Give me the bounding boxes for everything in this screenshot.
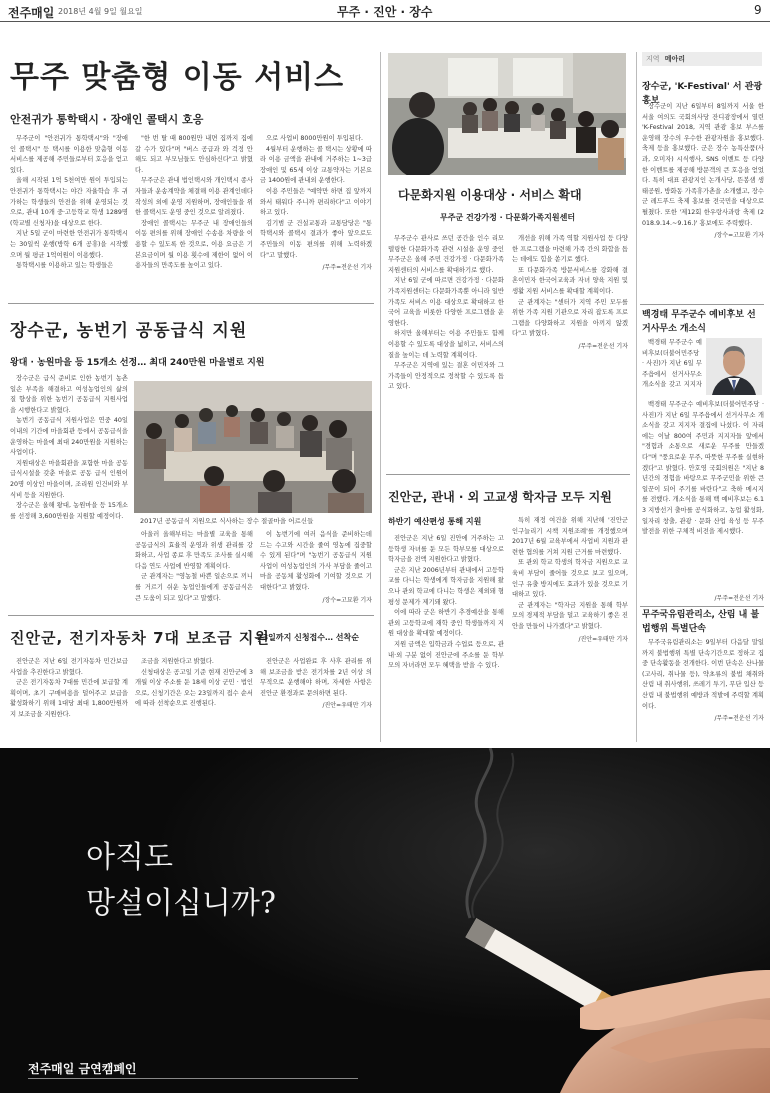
article4-subhead: 하반기 예산편성 통해 지원 — [388, 517, 482, 526]
paragraph: 장수군은 올해 왕대, 농원마을 등 15개소를 선정해 3,600만원을 지원할 예정이다. — [10, 502, 128, 520]
ad-headline — [86, 835, 276, 927]
article3-credit: /장수=고묘환 기자 — [322, 596, 372, 604]
article5-headline: 진안군, 전기자동차 7대 보조금 지원 — [10, 629, 270, 647]
paragraph: 조금을 지원한다고 밝혔다. — [141, 658, 214, 665]
sidebar-tag-title: 메아리 — [664, 55, 686, 63]
article1-col2 — [135, 134, 253, 272]
sidebar-item2-title: 백경태 무주군수 예비후보 선거사무소 개소식 — [642, 310, 756, 334]
paragraph: 또 다문화가족 방문서비스를 강화해 결혼이민자 한국어교육과 자녀 양육 지원 및 생활 지원 서비스를 확대할 계획이다. — [512, 266, 628, 295]
article2-photo — [388, 53, 626, 175]
sidebar-item3-credit: /무주=전운선 기자 — [714, 715, 764, 723]
article5-col1 — [10, 657, 128, 721]
article3-headline: 장수군, 농번기 공동급식 지원 — [10, 321, 248, 341]
article3-subhead: 왕대 · 농원마을 등 15개소 선정… 최대 240만원 마을별로 지원 — [10, 358, 265, 368]
sidebar-item1-body — [642, 102, 764, 242]
paragraph: 무주군은 지역에 있는 결혼 이민자와 그 가족들이 안정적으로 정착할 수 있도록 돕고 있다. — [388, 362, 504, 391]
paragraph: 신청대상은 공고일 기준 현재 진안군에 3개월 이상 주소를 둔 18세 이상 군민 · 법인으로, 신청기간은 오는 23일까지 접수 순서에 따라 선착순으로 진행된다. — [135, 668, 253, 708]
paragraph: 이용 주민들은 "예약만 하면 집 앞까지 와서 태워다 주니까 편리하다"고 이야기하고 있다. — [260, 187, 372, 217]
paper-name: 전주매일 — [8, 6, 55, 20]
article5-col3 — [260, 657, 372, 712]
candidate-portrait — [706, 338, 762, 395]
ad-headline-line2: 망설이십니까? — [86, 886, 276, 921]
article3-photo-caption: 2017년 공동급식 지원으로 식사하는 장수 절골마을 어르신들 — [140, 517, 314, 525]
paragraph: 으로 사업비 8000만원이 투입된다. — [266, 135, 364, 142]
sidebar-item2-credit: /무주=전운선 기자 — [714, 595, 764, 602]
sidebar-tag-label: 지역 — [646, 55, 660, 63]
sidebar-item2-credit-wrap — [642, 592, 764, 605]
paragraph: 이 농번기에 여러 음식을 준비하는데 드는 수고와 시간을 줄여 영농에 집중할 수 있게 된다"며 "농번기 공동급식 지원사업이 여성농업인의 가사 부담을 줄이고 마을 공동체 활성화에 기여할 것으로 기대한다"고 밝혔다. — [260, 531, 372, 591]
paragraph: 지원대상은 마을회관을 포함한 마을 공동 급식시설을 갖춘 마을로 공동 급식 인원이 20명 이상인 마을이며, 조리원 인건비와 부식비 등을 지원한다. — [10, 459, 128, 499]
paragraph: 장수군은 급식 준비로 인한 농번기 농촌 일손 부족을 해결하고 여성농업인의 삶의 질 향상을 위한 농번기 공동급식 지원사업을 시행한다고 밝혔다. — [10, 375, 128, 414]
paragraph: 장수군이 지난 6일부터 8일까지 서울 한 서울 여의도 국회의사당 잔디광장에서 열린 'K-Festival 2018, 지역 관광 홍보 부스를 운영해 장수의 우수한 관광자원을 홍보했다. 축제 등을 홍보했다. 군은 장수 농특산품(사과, 오미자) 시식행사, SNS 이벤트 등 다양한 이벤트를 제공해 방문객의 큰 호응을 얻었다. 특히 대표 관광지인 논개사당, 뜬봉샘 생태공원, 방화동 가족휴가촌을 소개했고, 장수군 레드푸드 축제 홍보를 전국민을 대상으로 펼쳤다. 또한 '제12회 한우랑사과랑 축제 (2018.9.14.~9.16.)' 홍보에도 주력했다. — [642, 103, 764, 227]
paragraph: 하지만 올해부터는 이용 주민들도 함께 이용할 수 있도록 대상을 넓히고, 서비스의 질을 높이는 데 노력할 계획이다. — [388, 330, 504, 359]
paragraph: 군 관계자는 "학자금 지원을 통해 학부모의 경제적 부담을 덜고 교육하기 좋은 진안을 만들어 나가겠다"고 밝혔다. — [512, 601, 628, 630]
paragraph: 통학택시를 이용하고 있는 학생들은 — [16, 262, 114, 270]
article5-credit: /진안=우태만 기자 — [322, 702, 372, 710]
article4-headline: 진안군, 관내 · 외 고교생 학자금 모두 지원 — [388, 490, 612, 504]
article2-col2 — [512, 234, 628, 353]
paragraph: 농번기 공동급식 지원사업은 연중 40일 이내의 기간에 마을회관 등에서 공동급식을 운영하는 마을에 최대 240만원을 지원하는 사업이다. — [10, 417, 128, 457]
paragraph: 진안군은 지난 6일 진안에 거주하는 고등학생 자녀를 둔 모든 학부모를 대상으로 학자금을 전액 지원한다고 밝혔다. — [388, 535, 504, 564]
sidebar-item1-title: 장수군, 'K-Festival' 서 관광홍보 — [642, 82, 763, 106]
article1-credit: /무주=전운선 기자 — [322, 264, 372, 272]
article2-credit: /무주=전운선 기자 — [578, 342, 628, 350]
divider — [640, 606, 764, 607]
paragraph: 이에 따라 군은 하반기 추경예산을 통해 관외 고등학교에 재학 중인 학생들까지 지원 대상을 확대할 예정이다. — [388, 609, 504, 638]
article2-subhead: 무주군 건강가정 · 다문화가족지원센터 — [440, 213, 576, 222]
sidebar-item1-credit: /장수=고묘환 기자 — [714, 232, 764, 240]
divider — [8, 303, 374, 304]
paragraph: 또 관외 학교 학생의 학자금 지원으로 교육비 부담이 줄어들 것으로 보고 있으며, 인구 유출 방지에도 효과가 있을 것으로 기대하고 있다. — [512, 559, 628, 599]
paragraph: 지난 5일 군이 마련한 안전귀가 통학택시는 30일씩 운행(방학 6개 공휴)을 시작했으며 월 평균 1억여원이 이용했다. — [10, 230, 128, 259]
paragraph: 지원 금액은 입학금과 수업료 등으로, 관내·외 구분 없이 진안군에 주소를 둔 학부모의 자녀라면 모두 혜택을 받을 수 있다. — [388, 640, 504, 670]
paragraph: 개선을 위해 가족 역할 지원사업 등 다양한 프로그램을 마련해 가족 간의 화합을 돕는 데에도 힘을 쏟기로 했다. — [512, 235, 628, 264]
article3-col1 — [10, 374, 128, 522]
paragraph: 무주군이 "안전귀가 통학택시"와 "장애인 콜택시" 등 택시를 이용한 맞춤형 이동 서비스를 제공해 주민들로부터 호응을 얻고 있다. — [10, 135, 128, 174]
paragraph: 무주군수 관사로 쓰던 공간을 인수 리모델링한 다문화가족 관련 시설을 운영 중인 무주군은 올해 주민 건강가정 · 다문화가족지원센터의 서비스를 확대하기로 했다. — [388, 235, 504, 274]
article3-col3 — [260, 530, 372, 606]
ad-headline-line1: 아직도 — [86, 840, 173, 875]
paragraph: "한 번 탈 때 800원만 내면 집까지 집에 갈 수가 있다"며 "버스 공급과 와 걱정 안 해도 되고 부모님들도 안심하신다"고 밝혔다. — [135, 135, 253, 174]
paragraph: 아울러 올해부터는 마을별 교육을 통해 공동급식의 효율적 운영과 위생 관리를 강화하고, 사업 종료 후 만족도 조사를 실시해 다음 연도 사업에 반영할 계획이다. — [135, 531, 253, 570]
article4-col1 — [388, 534, 504, 672]
paragraph: 무주국유림관리소는 9일부터 다음달 말일까지 불법행위 특별 단속기간으로 정하고 집중 단속활동을 전개한다. 이번 단속은 산나물(고사리, 취나물 등), 약초류의 불법 채취와 산림 내 취사행위, 쓰레기 투기, 무단 입산 등 산림 내 불법행위 예방과 적발에 주력할 계획이다. — [642, 639, 764, 710]
paragraph: 진안군은 지난 6일 전기자동차 민간보급사업을 추진한다고 밝혔다. — [10, 658, 128, 676]
divider — [386, 474, 630, 475]
article5-col2 — [135, 657, 253, 710]
ad-footer: 전주매일 금연캠페인 — [28, 1062, 137, 1076]
paragraph: 장애인 콜택시는 무주군 내 장애인들의 이동 편의를 위해 장애인 수송용 차량을 이용할 수 있도록 한 것으로, 이용 요금은 기본요금이며 월 이용 횟수에 제한이 없어 이용자들의 만족도를 높이고 있다. — [135, 219, 253, 270]
article1-headline: 무주 맞춤형 이동 서비스 — [10, 60, 345, 95]
paragraph: 백경태 무주군수 예비후보(더불어민주당 · 사진)가 지난 6일 무주읍에서 선거사무소 개소식을 갖고 지지자 — [642, 339, 702, 389]
paragraph: 군은 전기자동차 7대를 민간에 보급할 계획이며, 초기 구매비용을 덜어주고 보급을 활성화하기 위해 1대당 최대 1,800만원까지 보조금을 지원한다. — [10, 679, 128, 718]
paragraph: 4월부터 운행하는 콜 택시는 상황에 따라 이용 금액을 관내에 거주하는 1~3급 장애인 및 65세 이상 교통약자는 기본요금 1400원에 관내외 운행한다. — [260, 145, 372, 185]
sidebar-tag — [642, 52, 762, 66]
article1-col3 — [260, 134, 372, 274]
page-number: 9 — [754, 3, 762, 17]
sidebar-item3-body — [642, 638, 764, 725]
paragraph: 백경태 무주군수 예비후보(더불어민주당 · 사진)가 지난 6일 무주읍에서 선거사무소 개소식을 갖고 지지자 결집에 나섰다. 이 자리에는 이날 800여 주민과 지지자들 앞에서 "경험과 소통으로 새로운 무주를 만들겠다"며 "풍요로운 무주, 따뜻한 무주를 실현하겠다"고 밝혔다. 안호영 국회의원은 "지난 8년간의 경험을 바탕으로 무주군민을 위한 큰 일꾼이 되어 주기를 바란다"고 축하 메시지를 전했다. 개소식을 통해 백 예비후보는 6.13 지방선거 출마를 공식화하고, 농업 활성화, 일자리 창출, 관광 · 문화 산업 육성 등 무주 발전을 위한 구체적 비전을 제시했다. — [642, 401, 764, 536]
article3-photo — [134, 381, 372, 513]
sidebar-item3-title: 무주국유림관리소, 산림 내 불법행위 특별단속 — [642, 610, 760, 634]
paragraph: 올해 시작된 1억 5천여만 원이 투입되는 안전귀가 통학택시는 야간 자율학습 후 귀가하는 학생들의 안전을 위해 운영되는 것으로, 관내 10개 중·고등학교 학생 1289명(학교별 신청자)을 대상으로 한다. — [10, 177, 128, 227]
article1-col1 — [10, 134, 128, 272]
article2-col1 — [388, 234, 504, 393]
paragraph: 지난 6일 군에 따르면 건강가정 · 다문화가족지원센터는 다문화가족뿐 아니라 일반 가족도 서비스 이용 대상으로 확대하고 한국어 교육을 비롯한 다양한 프로그램을 운영한다. — [388, 277, 504, 327]
divider — [8, 615, 374, 616]
article1-subhead: 안전귀가 통학택시 · 장애인 콜택시 호응 — [10, 113, 204, 126]
column-divider — [380, 52, 381, 742]
paragraph: 군 관계자는 "영농철 바쁜 일손으로 끼니를 거르기 쉬운 농업인들에게 공동급식은 큰 도움이 되고 있다"고 말했다. — [135, 573, 253, 602]
paragraph: 특히 재정 여건을 위해 지난해 '진안군 인구늘리기 시책 지원조례'를 개정했으며 2017년 6월 교육부에서 사업비 지원과 관련한 협의를 거쳐 지원 근거를 마련했다. — [512, 517, 628, 556]
paragraph: 군은 지난 2006년부터 관내에서 고등학교를 다니는 학생에게 학자금을 지원해 왔으나 관외 학교에 다니는 학생은 제외돼 형평성 문제가 제기돼 왔다. — [388, 566, 504, 606]
article5-subhead: 23일까지 신청접수… 선착순 — [257, 633, 359, 642]
sidebar-item2-body — [642, 400, 764, 600]
article4-col2 — [512, 516, 628, 645]
sidebar-item2-body-top — [642, 338, 702, 390]
paragraph: 군 관계자는 "센터가 지역 주민 모두를 위한 가족 지원 기관으로 자리 잡도록 프로그램을 다양화하고 지원을 아끼지 않겠다"고 밝혔다. — [512, 298, 628, 338]
paragraph: 무주군은 관내 법인택시와 개인택시 종사자들과 운송계약을 체결해 이용 관계인데다 작성의 외에 운영 지원하며, 장애인들을 위한 콜택시도 운영 중인 것으로 알려졌다. — [135, 177, 253, 217]
ad-footer-underline — [28, 1078, 358, 1079]
article3-col2 — [135, 530, 253, 604]
paragraph: 진안군은 사업완료 후 사후 관리를 위해 보조금을 받은 전기차를 2년 이상 의무적으로 운행해야 하며, 자세한 사항은 진안군 환경과로 문의하면 된다. — [260, 658, 372, 697]
paragraph: 김기범 군 건설교통과 교통담당은 "통학택시와 콜택시 결과가 좋아 앞으로도 주민들의 이동 편의를 위해 노력하겠다"고 말했다. — [260, 219, 372, 259]
article2-headline: 다문화지원 이용대상 · 서비스 확대 — [398, 188, 582, 202]
divider — [640, 304, 764, 305]
issue-date: 2018년 4월 9일 월요일 — [58, 7, 143, 16]
article4-credit: /진안=우태만 기자 — [578, 635, 628, 643]
sidebar-divider — [636, 52, 637, 742]
section-title: 무주 · 진안 · 장수 — [337, 5, 433, 19]
